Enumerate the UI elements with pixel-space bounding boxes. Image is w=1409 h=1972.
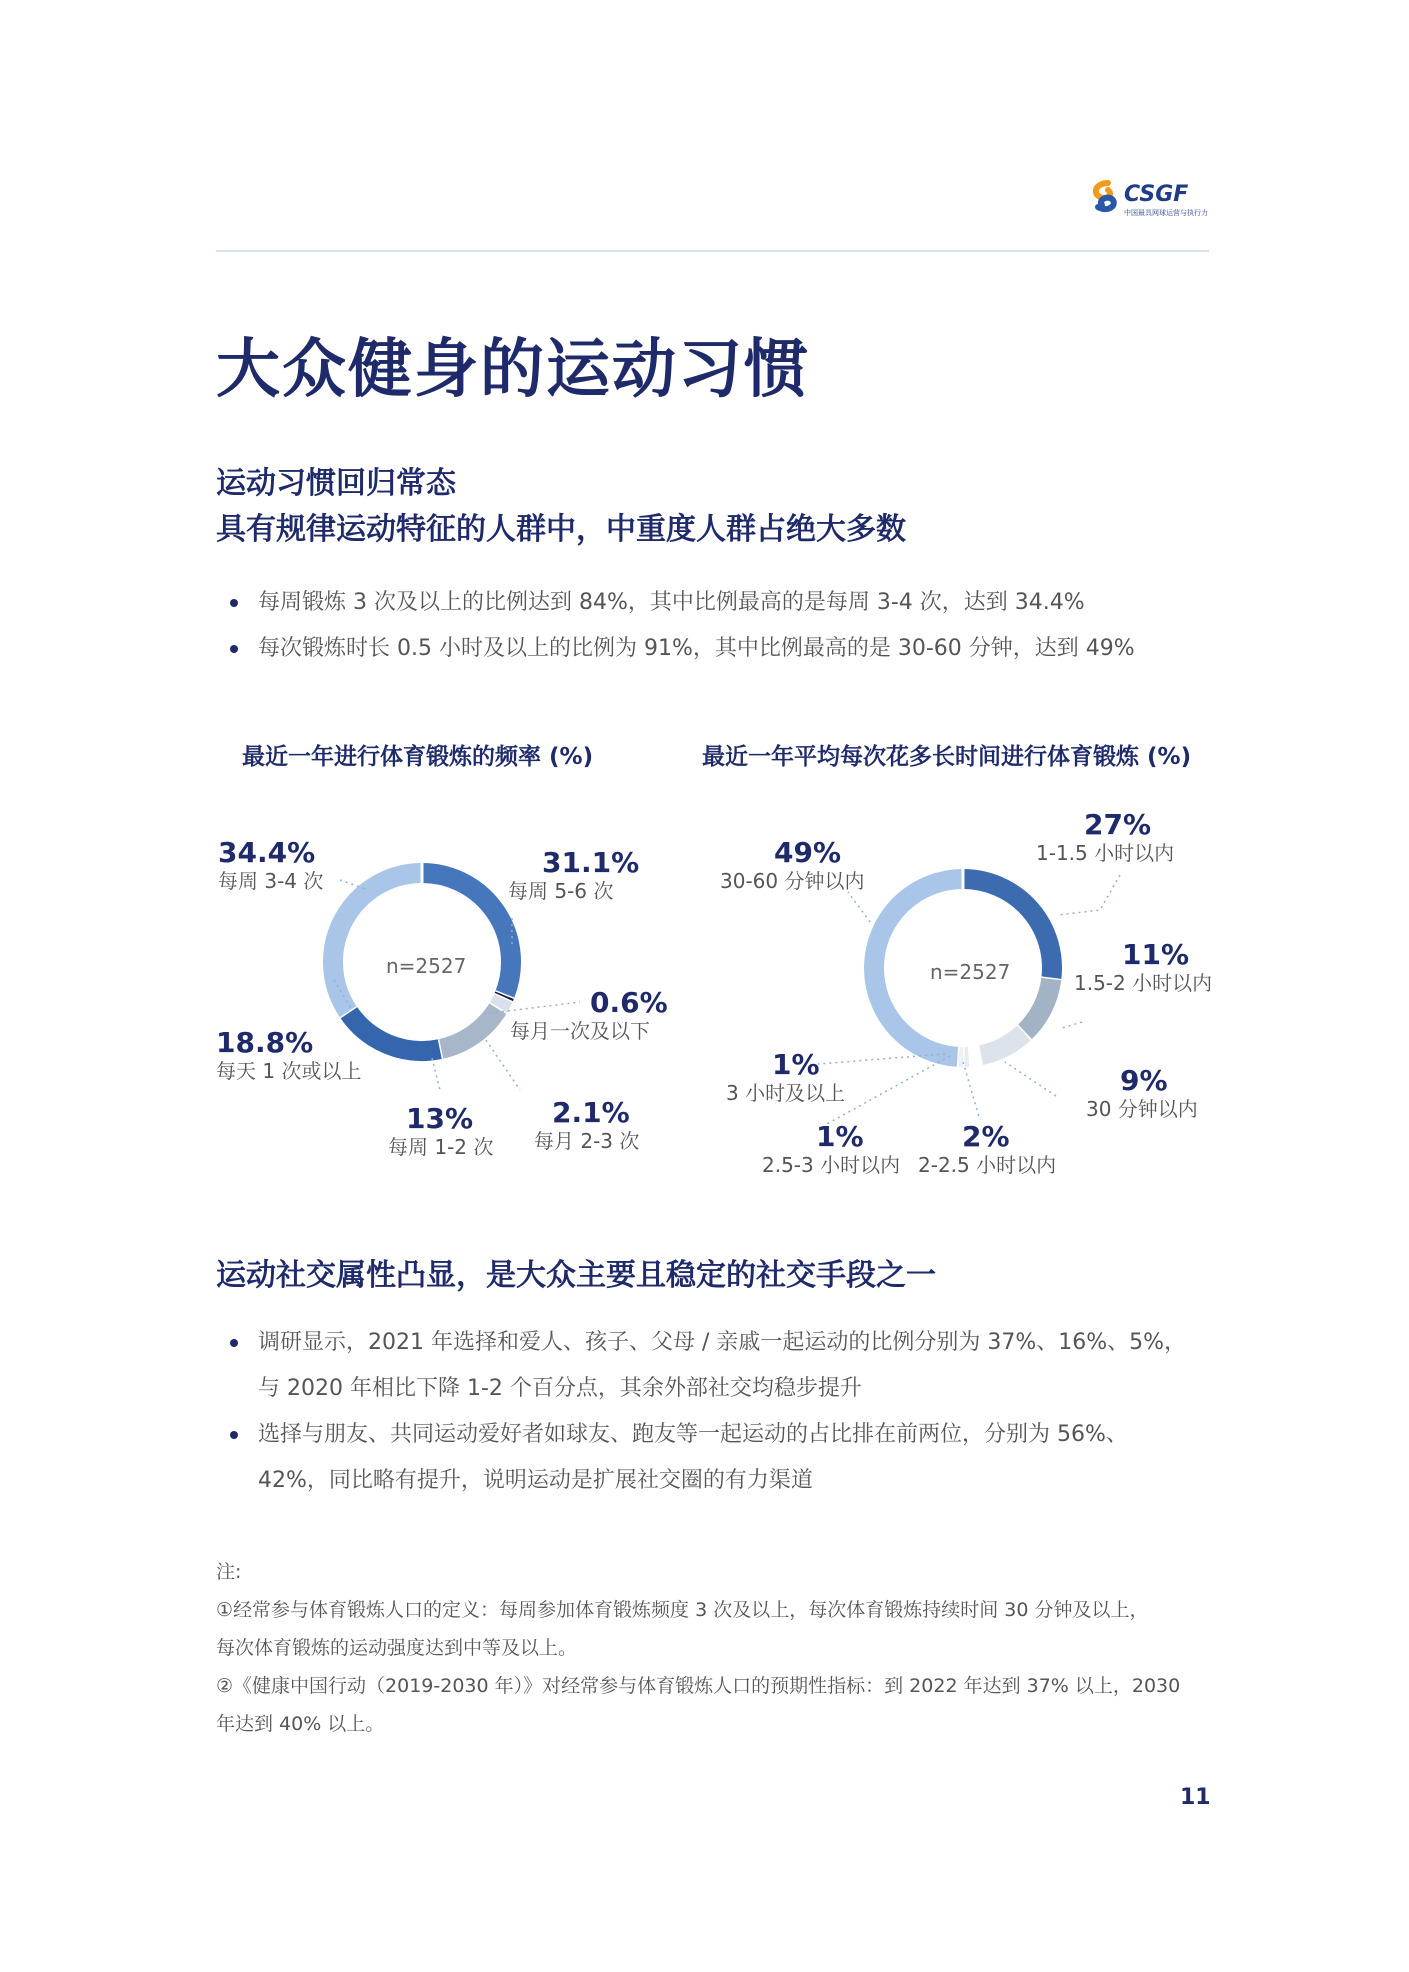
- leader-line: [1062, 1022, 1082, 1028]
- data-label-category: 1-1.5 小时以内: [1036, 841, 1175, 865]
- data-label-category: 1.5-2 小时以内: [1074, 971, 1213, 995]
- data-label-category: 30 分钟以内: [1086, 1097, 1198, 1121]
- section2-heading: 运动社交属性凸显，是大众主要且稳定的社交手段之一: [216, 1258, 936, 1293]
- bullet-line: 与 2020 年相比下降 1-2 个百分点，其余外部社交均稳步提升: [258, 1376, 862, 1401]
- section1-heading-line2: 具有规律运动特征的人群中，中重度人群占绝大多数: [216, 512, 906, 547]
- donut-slice: [980, 1033, 1024, 1056]
- data-label-value: 18.8%: [216, 1026, 314, 1059]
- chart1-label-daily: [216, 1028, 361, 1084]
- data-label-category: 30-60 分钟以内: [720, 869, 865, 893]
- chart2-label-1.5-2h: [1074, 940, 1212, 996]
- chart1-label-weekly-3-4: [218, 838, 323, 894]
- data-label-category: 每周 3-4 次: [218, 869, 324, 893]
- data-label-value: 2%: [962, 1120, 1010, 1153]
- chart2-label-2.5-3h: [762, 1122, 900, 1178]
- data-label-value: 27%: [1084, 808, 1152, 841]
- donut-slice: [498, 998, 503, 1008]
- data-label-category: 每月 2-3 次: [534, 1129, 640, 1153]
- chart1-title: 最近一年进行体育锻炼的频率 (%): [242, 744, 594, 770]
- note-line: 年达到 40% 以上。: [216, 1713, 385, 1735]
- data-label-category: 每周 1-2 次: [388, 1135, 494, 1159]
- chart2-title: 最近一年平均每次花多长时间进行体育锻炼 (%): [702, 744, 1192, 770]
- data-label-value: 11%: [1122, 938, 1190, 971]
- chart1-label-monthly-once: [510, 988, 668, 1044]
- data-label-value: 9%: [1120, 1064, 1168, 1097]
- chart2-label-30-60: [720, 838, 864, 894]
- data-label-value: 1%: [816, 1120, 864, 1153]
- logo-subtext: 中国最具网球运营与执行力: [1124, 209, 1208, 217]
- chart1-label-weekly-5-6: [508, 848, 639, 904]
- chart2-label-2-2.5h: [918, 1122, 1056, 1178]
- chart2-label-3h-plus: [726, 1050, 845, 1106]
- donut-slice: [440, 1009, 498, 1049]
- footnotes: [216, 1553, 1216, 1743]
- bullet-item: 每次锻炼时长 0.5 小时及以上的比例为 91%，其中比例最高的是 30-60 分钟，达到 49%: [216, 626, 1216, 672]
- donut-slice: [1024, 979, 1051, 1033]
- data-label-value: 31.1%: [542, 846, 640, 879]
- data-label-value: 2.1%: [552, 1096, 630, 1129]
- bullet-line: 42%，同比略有提升，说明运动是扩展社交圈的有力渠道: [258, 1468, 813, 1493]
- note-line: ①经常参与体育锻炼人口的定义：每周参加体育锻炼频度 3 次及以上，每次体育锻炼持续时间 30 分钟及以上，: [216, 1599, 1149, 1621]
- donut-slice: [348, 1012, 440, 1051]
- bullet-line: 选择与朋友、共同运动爱好者如球友、跑友等一起运动的占比排在前两位，分别为 56%、: [258, 1422, 1128, 1447]
- page-title: 大众健身的运动习惯: [216, 333, 810, 407]
- data-label-category: 每天 1 次或以上: [216, 1059, 362, 1083]
- chart1-center-label: n=2527: [386, 954, 467, 978]
- donut-slice: [969, 1055, 980, 1056]
- logo-text: CSGF: [1124, 182, 1189, 207]
- donut-slice: [333, 873, 422, 1012]
- note-line: 每次体育锻炼的运动强度达到中等及以上。: [216, 1637, 578, 1659]
- data-label-category: 2-2.5 小时以内: [918, 1153, 1057, 1177]
- chart1-label-weekly-1-2: [388, 1104, 493, 1160]
- chart2-label-30min: [1086, 1066, 1198, 1122]
- data-label-value: 49%: [774, 836, 842, 869]
- data-label-value: 34.4%: [218, 836, 316, 869]
- chart2-label-1-1.5h: [1036, 810, 1174, 866]
- bullet-line: 调研显示，2021 年选择和爱人、孩子、父母 / 亲戚一起运动的比例分别为 37%、16%、5%，: [258, 1330, 1187, 1355]
- leader-line: [848, 892, 870, 922]
- notes-label: 注:: [216, 1561, 242, 1583]
- leader-line: [1058, 875, 1120, 915]
- leader-line: [486, 1040, 520, 1090]
- data-label-value: 1%: [772, 1048, 820, 1081]
- data-label-category: 每月一次及以下: [510, 1019, 650, 1043]
- leader-line: [1005, 1062, 1056, 1096]
- page-number: 11: [1180, 1785, 1211, 1810]
- bullet-item: [216, 1412, 1216, 1504]
- bullet-item: [216, 1320, 1216, 1412]
- leader-line: [432, 1058, 440, 1090]
- leader-line: [963, 1062, 980, 1120]
- data-label-category: 3 小时及以上: [726, 1081, 846, 1105]
- data-label-value: 13%: [406, 1102, 474, 1135]
- bullet-item: 每周锻炼 3 次及以上的比例达到 84%，其中比例最高的是每周 3-4 次，达到 34.4%: [216, 580, 1216, 626]
- section1-heading-line1: 运动习惯回归常态: [216, 466, 456, 501]
- section2-bullet-list: [216, 1320, 1216, 1504]
- chart2-center-label: n=2527: [930, 960, 1011, 984]
- chart1-label-monthly-2-3: [534, 1098, 639, 1154]
- data-label-category: 2.5-3 小时以内: [762, 1153, 901, 1177]
- data-label-category: 每周 5-6 次: [508, 879, 614, 903]
- note-line: ②《健康中国行动（2019-2030 年）》对经常参与体育锻炼人口的预期性指标：到 2022 年达到 37% 以上，2030: [216, 1675, 1181, 1697]
- data-label-value: 0.6%: [590, 986, 668, 1019]
